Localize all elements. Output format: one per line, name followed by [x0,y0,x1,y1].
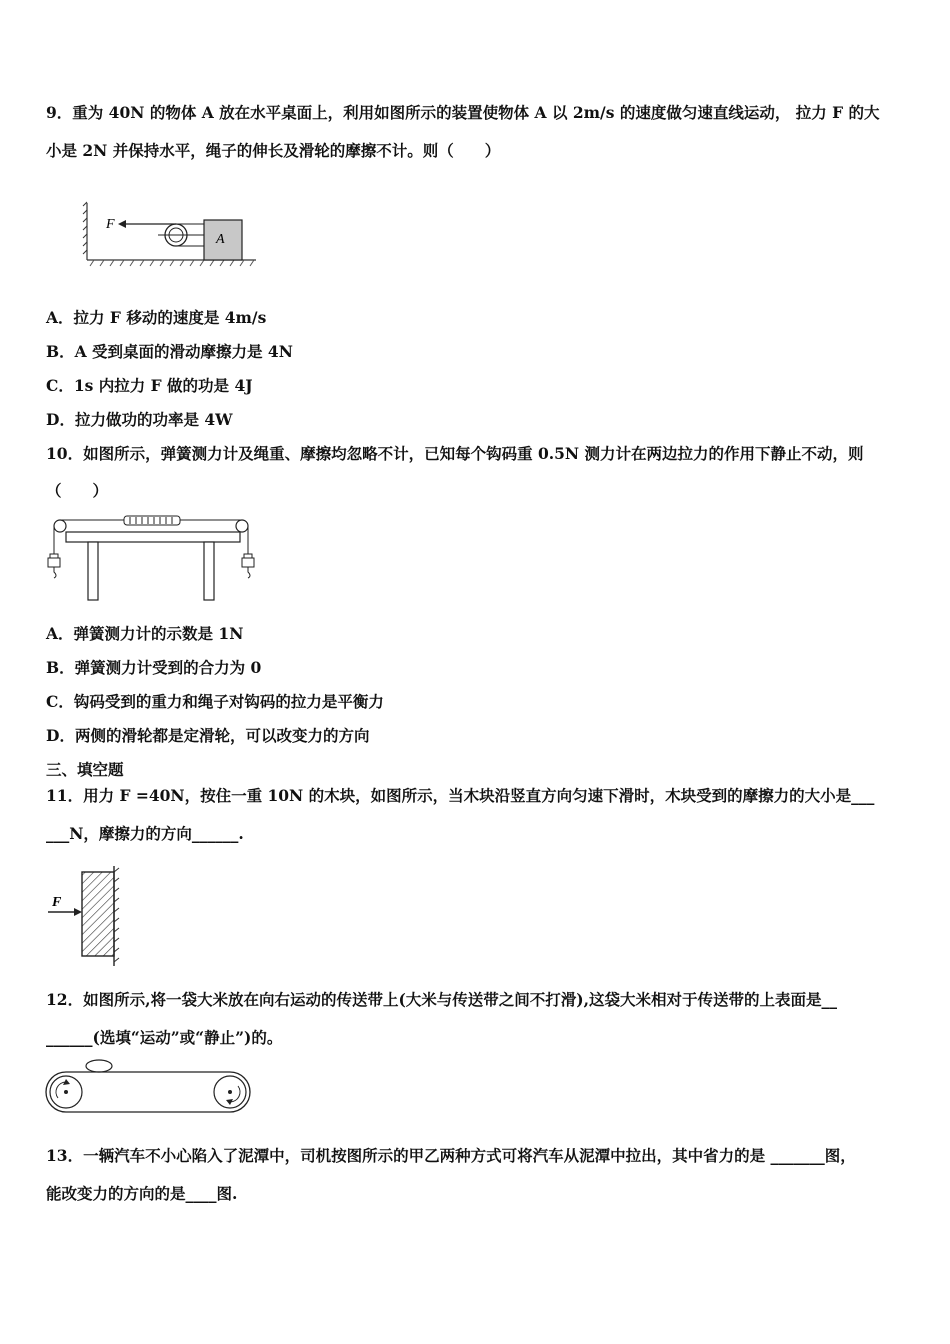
q12-stem-line2: ______(选填“运动”或“静止”)的。 [46,1028,283,1047]
q10-option-a: A．弹簧测力计的示数是 1N [46,624,244,643]
q10-spring-scale-figure [44,510,258,604]
q9-stem-line2: 小是 2N 并保持水平，绳子的伸长及滑轮的摩擦不计。则（ ） [46,141,501,160]
q10-option-b: B．弹簧测力计受到的合力为 0 [46,658,262,677]
q11-stem-line2: ___N，摩擦力的方向______. [46,824,244,843]
q10-stem-line1: 10．如图所示，弹簧测力计及绳重、摩擦均忽略不计，已知每个钩码重 0.5N 测力计在两边拉力的作用下静止不动，则 [46,444,864,463]
q9-block-label: A [216,232,225,247]
q9-option-b: B．A 受到桌面的滑动摩擦力是 4N [46,342,293,361]
section3-title: 三、填空题 [46,760,124,779]
q10-option-c: C．钩码受到的重力和绳子对钩码的拉力是平衡力 [46,692,384,711]
q9-option-a: A．拉力 F 移动的速度是 4m/s [46,308,267,327]
q10-option-d: D．两侧的滑轮都是定滑轮，可以改变力的方向 [46,726,370,745]
q9-option-d: D．拉力做功的功率是 4W [46,410,233,429]
q9-stem-line1: 9．重为 40N 的物体 A 放在水平桌面上，利用如图所示的装置使物体 A 以 2m/s 的速度做匀速直线运动， 拉力 F 的大 [46,103,880,122]
q9-force-label: F [106,217,115,232]
q11-block-wall-figure [44,862,124,970]
q9-pulley-figure [80,198,260,270]
q13-stem-line2: 能改变力的方向的是____图. [46,1184,238,1203]
q12-conveyor-figure [44,1056,254,1116]
q13-stem-line1: 13．一辆汽车不小心陷入了泥潭中，司机按图所示的甲乙两种方式可将汽车从泥潭中拉出，其中省力的是 _______图， [46,1146,856,1165]
q12-stem-line1: 12．如图所示,将一袋大米放在向右运动的传送带上(大米与传送带之间不打滑),这袋大米相对于传送带的上表面是__ [46,990,838,1009]
q11-stem-line1: 11．用力 F =40N，按住一重 10N 的木块，如图所示，当木块沿竖直方向匀速下滑时，木块受到的摩擦力的大小是___ [46,786,875,805]
q11-force-label: F [52,895,62,910]
q10-stem-line2: （ ） [46,481,109,500]
q9-option-c: C．1s 内拉力 F 做的功是 4J [46,376,253,395]
